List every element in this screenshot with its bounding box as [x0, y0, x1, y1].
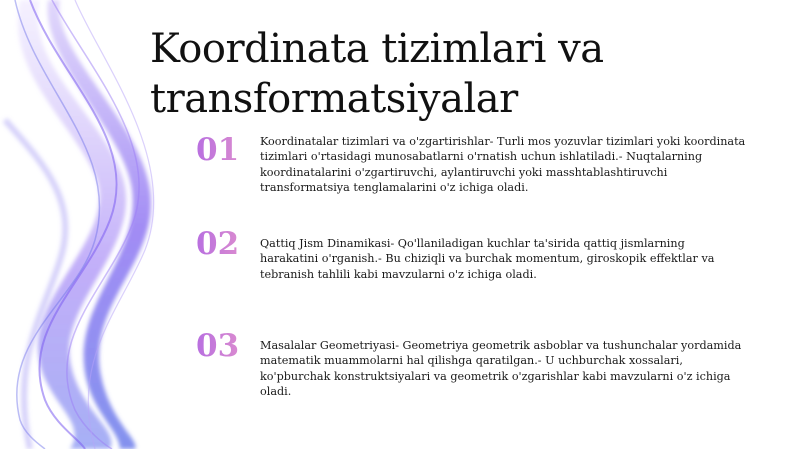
- item-number: 03: [196, 328, 240, 364]
- slide-title: Koordinata tizimlari va transformatsiyalar: [150, 26, 604, 122]
- item-number: 01: [196, 132, 240, 168]
- item-text: Koordinatalar tizimlari va o'zgartirishlar- Turli mos yozuvlar tizimlari yoki koordinata tizimlari o'rtasidagi munosabatlarni o'rnatish uchun ishlatiladi.- Nuqtalarning koordinatalarini o'zgartiruvchi, aylantiruvchi yoki masshtablashtiruvchi transformatsiya tenglamalarini o'z ichiga oladi.: [260, 135, 746, 194]
- item-text: Masalalar Geometriyasi- Geometriya geometrik asboblar va tushunchalar yordamida matematik muammolarni hal qilishga qaratilgan.- U uchburchak xossalari, ko'pburchak konstruktsiyalari va geometrik o'zgarishlar kabi mavzularni o'z ichiga oladi.: [260, 339, 742, 398]
- item-number: 02: [196, 226, 240, 262]
- item-text: Qattiq Jism Dinamikasi- Qo'llaniladigan kuchlar ta'sirida qattiq jismlarning harakatini o'rganish.- Bu chiziqli va burchak momentum, giroskopik effektlar va tebranish tahlili kabi mavzularni o'z ichiga oladi.: [260, 237, 715, 281]
